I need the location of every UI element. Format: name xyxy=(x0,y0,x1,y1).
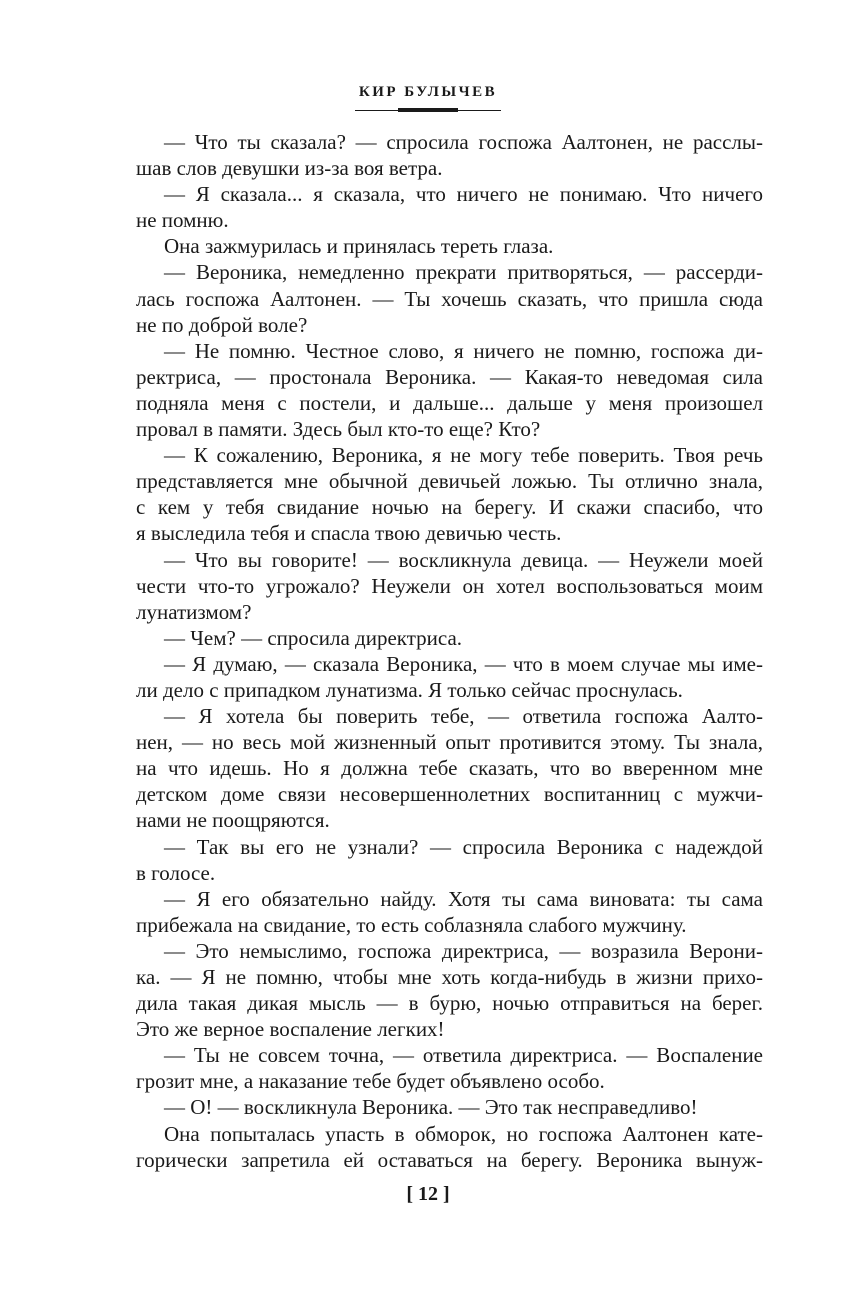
header-rule-accent xyxy=(398,108,458,112)
text-line: — Я сказала... я сказала, что ничего не понимаю. Что ничего xyxy=(164,182,763,207)
text-line: — Не помню. Честное слово, я ничего не помню, госпожа ди- xyxy=(164,338,763,363)
text-line: не помню. xyxy=(136,208,229,233)
page-number: [ 12 ] xyxy=(406,1183,450,1205)
text-line: — О! — воскликнула Вероника. — Это так несправедливо! xyxy=(164,1095,698,1120)
text-line: ка. — Я не помню, чтобы мне хоть когда-нибудь в жизни прихо- xyxy=(136,965,763,989)
body-text xyxy=(136,129,763,1173)
text-line: не по доброй воле? xyxy=(136,312,308,337)
text-line: — Что вы говорите! — воскликнула девица. — Неужели моей xyxy=(164,547,763,572)
text-line: — Это немыслимо, госпожа директриса, — возразила Верони- xyxy=(164,938,763,963)
text-line: дила такая дикая мысль — в бурю, ночью отправиться на берег. xyxy=(136,991,763,1016)
text-line: — Так вы его не узнали? — спросила Вероника с надеждой xyxy=(164,834,763,859)
text-line: — Я думаю, — сказала Вероника, — что в моем случае мы име- xyxy=(164,651,763,676)
text-line: ли дело с припадком лунатизма. Я только сейчас проснулась. xyxy=(136,677,683,702)
text-line: ректриса, — простонала Вероника. — Какая-то неведомая сила xyxy=(136,364,763,389)
text-line: — Я его обязательно найду. Хотя ты сама виновата: ты сама xyxy=(164,886,763,911)
text-line: в голосе. xyxy=(136,860,216,885)
text-line: — Ты не совсем точна, — ответила директриса. — Воспаление xyxy=(164,1043,763,1068)
text-line: Это же верное воспаление легких! xyxy=(136,1017,445,1042)
text-line: — К сожалению, Вероника, я не могу тебе поверить. Твоя речь xyxy=(164,443,763,468)
text-line: с кем у тебя свидание ночью на берегу. И скажи спасибо, что xyxy=(136,495,763,520)
text-line: детском доме связи несовершеннолетних воспитанниц с мужчи- xyxy=(136,782,763,807)
text-line: — Что ты сказала? — спросила госпожа Аалтонен, не расслы- xyxy=(164,130,763,154)
text-line: Она попыталась упасть в обморок, но госпожа Аалтонен кате- xyxy=(164,1121,763,1146)
text-line: представляется мне обычной девичьей ложью. Ты отлично знала, xyxy=(136,469,763,494)
text-line: — Я хотела бы поверить тебе, — ответила госпожа Аалто- xyxy=(164,704,763,729)
running-head: КИР БУЛЫЧЕВ xyxy=(358,84,498,100)
text-line: прибежала на свидание, то есть соблазняла слабого мужчину. xyxy=(136,912,687,937)
text-line: чести что-то угрожало? Неужели он хотел воспользоваться моим xyxy=(136,573,763,598)
text-line: шав слов девушки из-за воя ветра. xyxy=(136,156,443,181)
text-line: лунатизмом? xyxy=(136,599,252,624)
text-line: подняла меня с постели, и дальше... дальше у меня произошел xyxy=(136,390,763,415)
text-line: Она зажмурилась и принялась тереть глаза. xyxy=(164,234,554,259)
text-line: на что идешь. Но я должна тебе сказать, что во вверенном мне xyxy=(136,756,763,781)
text-line: нами не поощряются. xyxy=(136,808,330,833)
text-line: нен, — но весь мой жизненный опыт противится этому. Ты знала, xyxy=(136,730,763,755)
text-line: провал в памяти. Здесь был кто-то еще? Кто? xyxy=(136,417,541,442)
text-line: я выследила тебя и спасла твою девичью честь. xyxy=(136,521,562,546)
text-line: лась госпожа Аалтонен. — Ты хочешь сказать, что пришла сюда xyxy=(136,286,763,311)
text-line: — Чем? — спросила директриса. xyxy=(164,625,463,650)
text-line: — Вероника, немедленно прекрати притворяться, — рассерди- xyxy=(164,260,763,285)
text-line: горически запретила ей оставаться на берегу. Вероника вынуж- xyxy=(136,1147,763,1172)
text-line: грозит мне, а наказание тебе будет объявлено особо. xyxy=(136,1069,605,1094)
